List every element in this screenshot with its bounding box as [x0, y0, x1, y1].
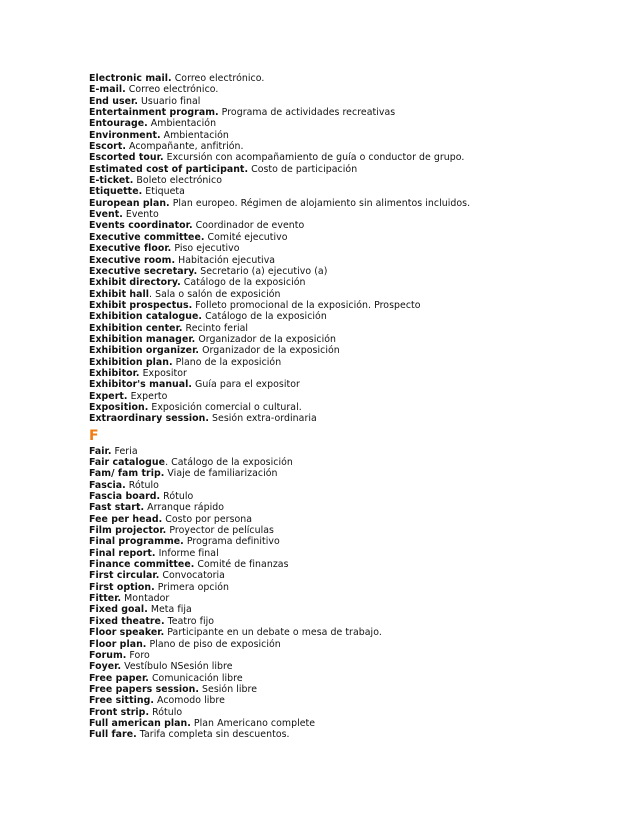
- glossary-term: Floor plan.: [89, 638, 147, 650]
- glossary-term: Free paper.: [89, 672, 149, 684]
- glossary-definition: Feria: [111, 445, 138, 457]
- glossary-entry: [89, 514, 619, 525]
- glossary-section-f: [89, 446, 619, 741]
- glossary-term: Events coordinator.: [89, 220, 193, 232]
- glossary-term: Estimated cost of participant.: [89, 163, 249, 175]
- glossary-term: Film projector.: [89, 525, 167, 537]
- glossary-term: Foyer.: [89, 661, 122, 673]
- glossary-term: Exposition.: [89, 401, 149, 413]
- glossary-definition: . Sala o salón de exposición: [149, 288, 281, 300]
- glossary-term: Exhibitor's manual.: [89, 379, 193, 391]
- glossary-entry: [89, 130, 619, 141]
- glossary-entry: [89, 379, 619, 390]
- glossary-definition: Comité de finanzas: [194, 559, 289, 571]
- glossary-term: Forum.: [89, 649, 127, 661]
- glossary-entry: [89, 536, 619, 547]
- glossary-entry: [89, 525, 619, 536]
- glossary-term: Finance committee.: [89, 559, 195, 571]
- glossary-entry: [89, 559, 619, 570]
- glossary-definition: Catálogo de la exposición: [202, 311, 327, 323]
- glossary-entry: [89, 323, 619, 334]
- glossary-entry: [89, 198, 619, 209]
- glossary-term: Exhibition catalogue.: [89, 311, 203, 323]
- glossary-term: Exhibition manager.: [89, 333, 196, 345]
- glossary-definition: Meta fija: [147, 604, 192, 616]
- glossary-definition: Coordinador de evento: [192, 220, 305, 232]
- glossary-definition: Vestíbulo NSesión libre: [121, 661, 233, 673]
- glossary-term: Fair.: [89, 445, 112, 457]
- glossary-definition: Sesión extra-ordinaria: [208, 413, 317, 425]
- glossary-term: Etiquette.: [89, 186, 143, 198]
- glossary-entry: [89, 186, 619, 197]
- glossary-definition: Plano de piso de exposición: [146, 638, 281, 650]
- glossary-term: Environment.: [89, 129, 161, 141]
- glossary-definition: Viaje de familiarización: [164, 468, 278, 480]
- glossary-term: Executive secretary.: [89, 265, 198, 277]
- glossary-term: Free sitting.: [89, 695, 154, 707]
- glossary-definition: Correo electrónico.: [171, 73, 265, 84]
- glossary-definition: Acomodo libre: [153, 695, 225, 707]
- glossary-definition: Plan europeo. Régimen de alojamiento sin alimentos incluidos.: [169, 197, 471, 209]
- glossary-definition: Etiqueta: [142, 186, 185, 198]
- glossary-entry: [89, 707, 619, 718]
- glossary-definition: Acompañante, anfitrión.: [126, 141, 244, 153]
- glossary-term: Fascia board.: [89, 491, 161, 503]
- glossary-term: Floor speaker.: [89, 627, 165, 639]
- glossary-term: Final programme.: [89, 536, 184, 548]
- glossary-definition: Usuario final: [137, 95, 201, 107]
- glossary-entry: [89, 175, 619, 186]
- glossary-entry: [89, 96, 619, 107]
- glossary-definition: Exposición comercial o cultural.: [148, 401, 302, 413]
- glossary-definition: Proyector de películas: [166, 525, 274, 537]
- glossary-definition: Teatro fijo: [164, 615, 215, 627]
- glossary-definition: Secretario (a) ejecutivo (a): [197, 265, 328, 277]
- glossary-term: Fitter.: [89, 593, 122, 605]
- glossary-term: Exhibition organizer.: [89, 345, 200, 357]
- glossary-definition: Guía para el expositor: [192, 379, 300, 391]
- glossary-entry: [89, 107, 619, 118]
- glossary-entry: [89, 289, 619, 300]
- glossary-definition: Convocatoria: [159, 570, 225, 582]
- glossary-term: Executive committee.: [89, 231, 205, 243]
- glossary-definition: Arranque rápido: [144, 502, 225, 514]
- glossary-term: Extraordinary session.: [89, 413, 209, 425]
- glossary-definition: Ambientación: [160, 129, 229, 141]
- glossary-term: Final report.: [89, 547, 156, 559]
- glossary-entry: [89, 368, 619, 379]
- glossary-entry: [89, 345, 619, 356]
- glossary-entry: [89, 220, 619, 231]
- glossary-entry: [89, 604, 619, 615]
- glossary-definition: Comunicación libre: [148, 672, 243, 684]
- glossary-definition: Expositor: [139, 367, 187, 379]
- glossary-definition: Plan Americano complete: [190, 717, 316, 729]
- glossary-entry: [89, 695, 619, 706]
- glossary-term: Front strip.: [89, 706, 150, 718]
- glossary-term: Fast start.: [89, 502, 145, 514]
- glossary-entry: [89, 232, 619, 243]
- glossary-term: Full american plan.: [89, 717, 191, 729]
- glossary-entry: [89, 718, 619, 729]
- glossary-term: Electronic mail.: [89, 73, 172, 84]
- glossary-definition: Folleto promocional de la exposición. Prospecto: [192, 299, 421, 311]
- glossary-term: European plan.: [89, 197, 170, 209]
- glossary-definition: Organizador de la exposición: [195, 333, 337, 345]
- glossary-entry: [89, 627, 619, 638]
- glossary-entry: [89, 209, 619, 220]
- glossary-entry: [89, 243, 619, 254]
- glossary-entry: [89, 255, 619, 266]
- glossary-entry: [89, 650, 619, 661]
- glossary-term: First circular.: [89, 570, 160, 582]
- glossary-definition: Foro: [126, 649, 150, 661]
- glossary-term: Escort.: [89, 141, 126, 153]
- glossary-entry: [89, 446, 619, 457]
- glossary-definition: Evento: [122, 209, 159, 221]
- glossary-entry: [89, 402, 619, 413]
- glossary-definition: Costo de participación: [248, 163, 358, 175]
- glossary-entry: [89, 266, 619, 277]
- glossary-term: Exhibition center.: [89, 322, 183, 334]
- glossary-entry: [89, 582, 619, 593]
- glossary-entry: [89, 729, 619, 740]
- glossary-entry: [89, 502, 619, 513]
- glossary-definition: Primera opción: [154, 581, 230, 593]
- glossary-definition: Costo por persona: [162, 513, 253, 525]
- glossary-definition: Ambientación: [147, 118, 217, 130]
- glossary-term: Executive room.: [89, 254, 176, 266]
- glossary-definition: Correo electrónico.: [125, 84, 219, 96]
- glossary-entry: [89, 277, 619, 288]
- glossary-definition: Piso ejecutivo: [171, 243, 240, 255]
- glossary-term: Free papers session.: [89, 683, 199, 695]
- glossary-entry: [89, 391, 619, 402]
- glossary-term: Entourage.: [89, 118, 148, 130]
- glossary-entry: [89, 570, 619, 581]
- glossary-entry: [89, 480, 619, 491]
- glossary-page: [89, 73, 619, 741]
- glossary-entry: [89, 673, 619, 684]
- glossary-term: Full fare.: [89, 729, 137, 741]
- glossary-term: Exhibit hall: [89, 288, 150, 300]
- glossary-definition: Participante en un debate o mesa de trabajo.: [164, 627, 382, 639]
- glossary-entry: [89, 491, 619, 502]
- section-letter-heading: F: [89, 427, 99, 444]
- glossary-term: Exhibit directory.: [89, 277, 181, 289]
- glossary-term: Fee per head.: [89, 513, 163, 525]
- glossary-term: Exhibit prospectus.: [89, 299, 193, 311]
- glossary-term: Escorted tour.: [89, 152, 164, 164]
- glossary-section-e: [89, 73, 619, 425]
- glossary-definition: Rótulo: [125, 479, 159, 491]
- glossary-entry: [89, 357, 619, 368]
- glossary-definition: Rótulo: [149, 706, 183, 718]
- glossary-entry: [89, 73, 619, 84]
- glossary-definition: Programa de actividades recreativas: [218, 107, 396, 119]
- glossary-term: Event.: [89, 209, 123, 221]
- glossary-term: Fascia.: [89, 479, 126, 491]
- glossary-term: Exhibition plan.: [89, 356, 173, 368]
- glossary-entry: [89, 413, 619, 424]
- glossary-entry: [89, 457, 619, 468]
- glossary-entry: [89, 118, 619, 129]
- glossary-definition: Recinto ferial: [182, 322, 249, 334]
- glossary-definition: Organizador de la exposición: [199, 345, 340, 357]
- glossary-entry: [89, 468, 619, 479]
- glossary-entry: [89, 334, 619, 345]
- glossary-definition: Sesión libre: [198, 683, 258, 695]
- glossary-term: End user.: [89, 95, 138, 107]
- glossary-entry: [89, 593, 619, 604]
- glossary-entry: [89, 300, 619, 311]
- glossary-definition: Habitación ejecutiva: [175, 254, 276, 266]
- glossary-term: Entertainment program.: [89, 107, 219, 119]
- glossary-definition: . Catálogo de la exposición: [165, 457, 293, 468]
- glossary-entry: [89, 311, 619, 322]
- glossary-entry: [89, 84, 619, 95]
- glossary-entry: [89, 164, 619, 175]
- glossary-entry: [89, 152, 619, 163]
- glossary-term: Executive floor.: [89, 243, 172, 255]
- glossary-definition: Excursión con acompañamiento de guía o conductor de grupo.: [163, 152, 465, 164]
- glossary-definition: Programa definitivo: [183, 536, 280, 548]
- glossary-term: Fair catalogue: [89, 457, 166, 468]
- glossary-term: Expert.: [89, 390, 128, 402]
- glossary-entry: [89, 616, 619, 627]
- glossary-definition: Informe final: [155, 547, 219, 559]
- glossary-entry: [89, 639, 619, 650]
- glossary-term: E-ticket.: [89, 175, 134, 187]
- glossary-entry: [89, 661, 619, 672]
- glossary-term: Fam/ fam trip.: [89, 468, 165, 480]
- glossary-definition: Tarifa completa sin descuentos.: [136, 729, 290, 741]
- glossary-definition: Catálogo de la exposición: [180, 277, 306, 289]
- glossary-term: Fixed goal.: [89, 604, 148, 616]
- glossary-term: E-mail.: [89, 84, 126, 96]
- glossary-definition: Boleto electrónico: [133, 175, 223, 187]
- glossary-entry: [89, 141, 619, 152]
- glossary-term: First option.: [89, 581, 155, 593]
- glossary-term: Fixed theatre.: [89, 615, 165, 627]
- glossary-definition: Plano de la exposición: [172, 356, 282, 368]
- glossary-entry: [89, 548, 619, 559]
- glossary-definition: Rótulo: [160, 491, 194, 503]
- glossary-definition: Montador: [121, 593, 170, 605]
- glossary-entry: [89, 684, 619, 695]
- glossary-term: Exhibitor.: [89, 367, 140, 379]
- glossary-definition: Experto: [127, 390, 168, 402]
- glossary-definition: Comité ejecutivo: [204, 231, 288, 243]
